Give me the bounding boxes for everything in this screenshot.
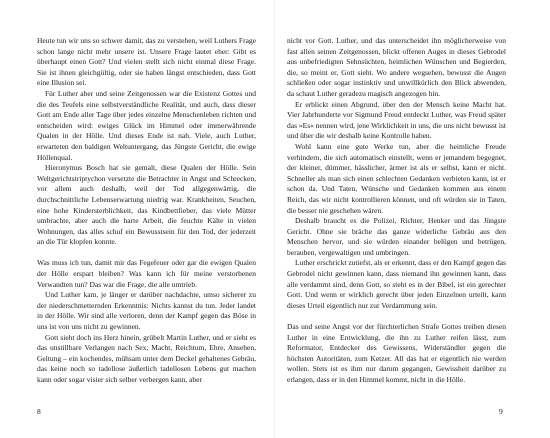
paragraph: Das und seine Angst vor der fürchterlichen Strafe Gottes treiben diesen Luther in eine Entwicklung, die ihn zu Luther reifen lässt, zum Reformator, Entdecker des Gewissens, Widerständler gegen die höchsten Autoritäten, zum Ketzer. All das hat er eigentlich nie werden wollen. Stets ist es ihm nur darum gegangen, Gewissheit darüber zu erlangen, dass er in den Himmel kommt, nicht in die Hölle. xyxy=(287,322,506,384)
right-page-number: 9 xyxy=(499,407,503,416)
paragraph: Luther erschrickt zutiefst, als er erkennt, dass er den Kampf gegen das Gebrodel nicht gewinnen kann, dass niemand ihn gewinnen kann, dass alle verdammt sind, denn Gott, so steht es in der Bibel, ist ein gerechter Gott. Und wenn er wirklich gerecht über jeden Einzelnen urteilt, kann dieses Urteil eigentlich nur zur Verdammung sein. xyxy=(287,258,506,310)
paragraph: Deshalb braucht es die Polizei, Richter, Henker und das Jüngste Gericht. Ohne sie bräche das ganze widerliche Gebräu aus den Menschen hervor, und sie würden einander belügen und betrügen, berauben, vergewaltigen und umbringen. xyxy=(287,216,506,257)
right-page-text xyxy=(287,36,506,386)
paragraph: Heute tun wir uns so schwer damit, das zu verstehen, weil Luthers Frage schon lange nicht mehr unsere ist. Unsere Frage lautet eher: Gibt es überhaupt einen Gott? Und vielen stellt sich nicht einmal diese Frage. Sie ist ihnen gleichgültig, oder sie haben längst entschieden, dass Gott eine Illusion sei. xyxy=(37,36,256,88)
paragraph: Für Luther aber und seine Zeitgenossen war die Existenz Gottes und die des Teufels eine selbstverständliche Realität, und auch, dass dieser Gott am Ende aller Tage über jedes einzelne Menschenleben richten und entscheiden wird: ewiges Glück im Himmel oder immerwährende Qualen in der Hölle. Und dieses Ende ist nah. Viele, auch Luther, erwarteten den baldigen Weltuntergang, das Jüngste Gericht, die ewige Höllenqual. xyxy=(37,88,256,162)
page-gutter xyxy=(274,0,275,438)
left-page-text xyxy=(37,36,256,386)
paragraph: nicht vor Gott. Luther, und das unterscheidet ihn möglicherweise von fast allen seinen Zeitgenossen, blickt offenen Auges in dieses Gebrodel aus unbefriedigten Sehnsüchten, heimlichen Wünschen und Begierden, die, so meint er, Gott sieht. Wo andere wegsehen, bewusst die Augen schließen oder sogar instinktiv und unwillkürlich den Blick abwenden, da schaut Luther geradezu magisch angezogen hin. xyxy=(287,36,506,98)
paragraph: Hieronymus Bosch hat sie gemalt, diese Qualen der Hölle. Sein Weltgerichtstriptychon versetzte die Betrachter in Angst und Schrecken, vor allem auch deshalb, weil der Tod allgegenwärtig, die durchschnittliche Lebenserwartung niedrig war. Krankheiten, Seuchen, eine hohe Kindersterblichkeit, das Kindbettfieber, das viele Mütter umbrachte, aber auch die harte Arbeit, die feuchte Kälte in vielen Wohnungen, das alles schuf ein Bewusstsein für den Tod, der jederzeit an die Tür klopfen konnte. xyxy=(37,163,256,247)
paragraph: Wohl kann eine gute Werke tun, aber die heimliche Freude verhindern, die sich automatisch einstellt, wenn er jemandem begegnet, der kleiner, dümmer, hässlicher, ärmer ist als er selbst, kann er nicht. Schneller als man sich einen schlechten Gedanken verbieten kann, ist er schon da. Und Taten, Wünsche und Gedanken kommen aus einem Reich, das wir nicht kontrollieren können, und oft würden sie in Taten, die besser nie geschehen wären. xyxy=(287,141,506,215)
left-page-number: 8 xyxy=(37,407,41,416)
paragraph: Und Luther kam, je länger er darüber nachdachte, umso sicherer zu der niederschmetternden Erkenntnis: Nichts kannst du tun. Jeder landet in der Hölle. Wir sind alle verloren, denn der Kampf gegen das Böse in uns ist von uns nicht zu gewinnen. xyxy=(37,290,256,332)
paragraph: Er erblickt einen Abgrund, über den der Mensch keine Macht hat. Vier Jahrhunderte vor Sigmund Freud entdeckt Luther, was Freud später das »Es« nennen wird, jene Wirklichkeit in uns, die uns nicht bewusst ist und über die wir deshalb keine Kontrolle haben. xyxy=(287,99,506,141)
paragraph: Was muss ich tun, damit mir das Fegefeuer oder gar die ewigen Qualen der Hölle erspart bleiben? Was kann ich für meine verstorbenen Verwandten tun? Das war die Frage, die alle umtrieb. xyxy=(37,258,256,289)
paragraph: Gott sieht doch ins Herz hinein, grübelt Martin Luther, und er sieht es das unstillbare Verlangen nach Sex, Macht, Reichtum, Ehre, Ansehen, Geltung – ein kochendes, mühsam unter dem Deckel gehaltenes Gebräu, das keine noch so tadellose äußerlich tadellosen Lebens gut machen kann oder sogar visier sich selber verbergen kann, aber xyxy=(37,332,256,384)
